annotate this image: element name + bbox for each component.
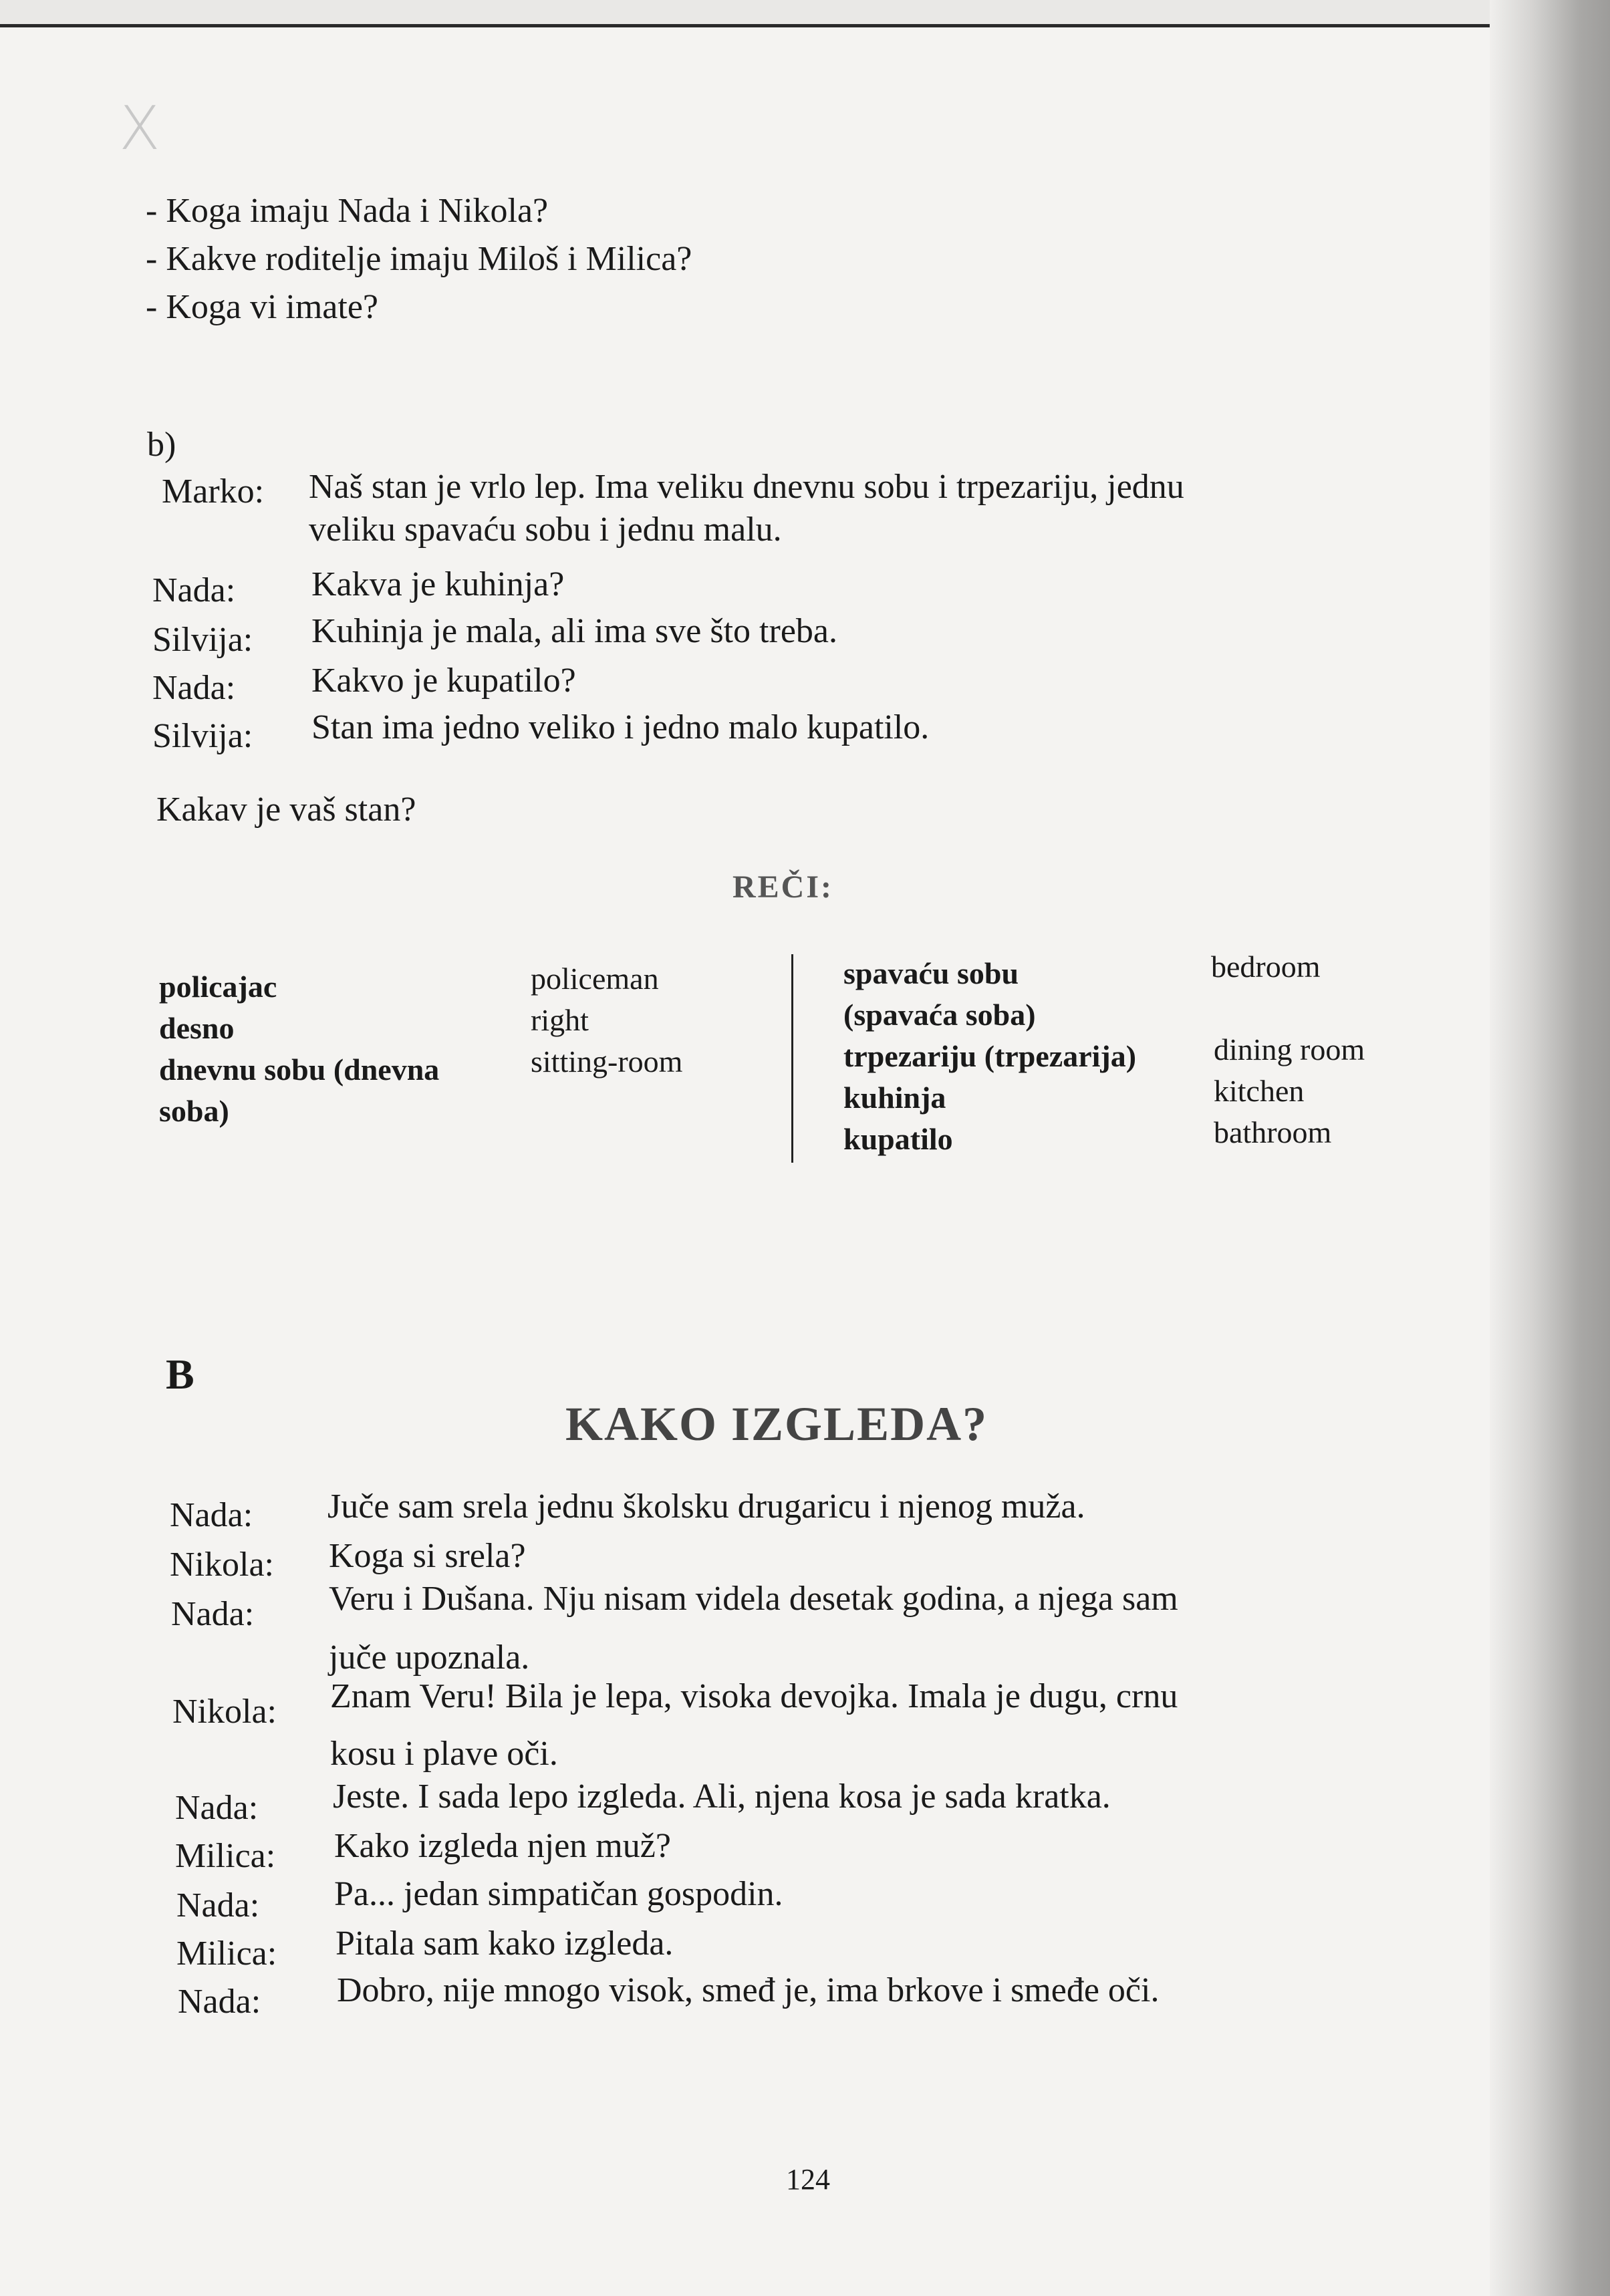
vocabulary-title: REČI: <box>732 869 834 905</box>
section-letter: B <box>166 1350 194 1398</box>
dialogue-line: Znam Veru! Bila je lepa, visoka devojka. Imala je dugu, crnu <box>330 1677 1178 1715</box>
dialogue-line: kosu i plave oči. <box>330 1735 558 1773</box>
vocab-term: kuhinja <box>843 1081 946 1115</box>
vocab-translation: bathroom <box>1214 1115 1332 1149</box>
section-title: KAKO IZGLEDA? <box>565 1397 988 1451</box>
vocab-term: policajac <box>159 970 277 1004</box>
question-line: - Koga vi imate? <box>146 288 378 326</box>
vocab-translation: right <box>531 1003 589 1037</box>
vocab-term: dnevnu sobu (dnevna <box>159 1052 440 1087</box>
vocab-translation: policeman <box>531 962 659 996</box>
dialogue-line: Kakvo je kupatilo? <box>311 662 576 700</box>
speaker-label: Nikola: <box>172 1693 277 1731</box>
dialogue-line: Pa... jedan simpatičan gospodin. <box>334 1875 783 1913</box>
speaker-label: Nada: <box>170 1496 253 1534</box>
speaker-label: Nikola: <box>170 1546 274 1584</box>
question-line: - Koga imaju Nada i Nikola? <box>146 192 549 230</box>
dialogue-line: Naš stan je vrlo lep. Ima veliku dnevnu sobu i trpezariju, jednu <box>309 468 1184 506</box>
speaker-label: Nada: <box>178 1983 261 2021</box>
dialogue-line: Jeste. I sada lepo izgleda. Ali, njena kosa je sada kratka. <box>333 1777 1111 1816</box>
speaker-label: Nada: <box>152 669 236 707</box>
vocab-translation: sitting-room <box>531 1044 683 1079</box>
speaker-label: Silvija: <box>152 621 253 659</box>
dialogue-line: Kako izgleda njen muž? <box>334 1827 671 1865</box>
dialogue-line: Dobro, nije mnogo visok, smeđ je, ima brkove i smeđe oči. <box>337 1971 1160 2009</box>
dialogue-line: Kuhinja je mala, ali ima sve što treba. <box>311 612 837 650</box>
vocab-translation: bedroom <box>1211 950 1321 984</box>
part-b-label: b) <box>147 426 176 464</box>
dialogue-line: juče upoznala. <box>329 1638 530 1677</box>
speaker-label: Nada: <box>152 571 236 609</box>
speaker-label: Nada: <box>175 1789 259 1827</box>
dialogue-line: Pitala sam kako izgleda. <box>336 1924 674 1963</box>
book-spine-shadow <box>1490 0 1610 2296</box>
closing-question: Kakav je vaš stan? <box>156 791 416 829</box>
question-line: - Kakve roditelje imaju Miloš i Milica? <box>146 240 692 278</box>
speaker-label: Nada: <box>171 1595 255 1633</box>
vocab-divider <box>791 954 793 1163</box>
dialogue-line: Veru i Dušana. Nju nisam videla desetak godina, a njega sam <box>329 1580 1178 1618</box>
speaker-label: Marko: <box>162 472 265 511</box>
page-number: 124 <box>786 2163 830 2196</box>
speaker-label: Milica: <box>175 1837 276 1875</box>
dialogue-line: Stan ima jedno veliko i jedno malo kupatilo. <box>311 708 930 746</box>
vocab-term: trpezariju (trpezarija) <box>843 1039 1137 1073</box>
vocab-term: soba) <box>159 1094 229 1128</box>
page-top-shadow <box>0 0 1490 24</box>
speaker-label: Milica: <box>176 1934 277 1973</box>
dialogue-line: Kakva je kuhinja? <box>311 565 565 603</box>
vocab-term: spavaću sobu <box>843 956 1019 990</box>
pencil-x-mark: X <box>119 94 160 164</box>
dialogue-line: Koga si srela? <box>329 1537 526 1575</box>
vocab-term: kupatilo <box>843 1122 953 1156</box>
dialogue-line: Juče sam srela jednu školsku drugaricu i njenog muža. <box>327 1487 1085 1526</box>
page-top-rule <box>0 24 1490 27</box>
vocab-translation: dining room <box>1214 1032 1365 1066</box>
vocab-translation: kitchen <box>1214 1074 1305 1108</box>
dialogue-line: veliku spavaću sobu i jednu malu. <box>309 511 782 549</box>
speaker-label: Silvija: <box>152 717 253 755</box>
vocab-term: desno <box>159 1011 235 1045</box>
vocab-term: (spavaća soba) <box>843 998 1036 1032</box>
speaker-label: Nada: <box>176 1886 260 1924</box>
